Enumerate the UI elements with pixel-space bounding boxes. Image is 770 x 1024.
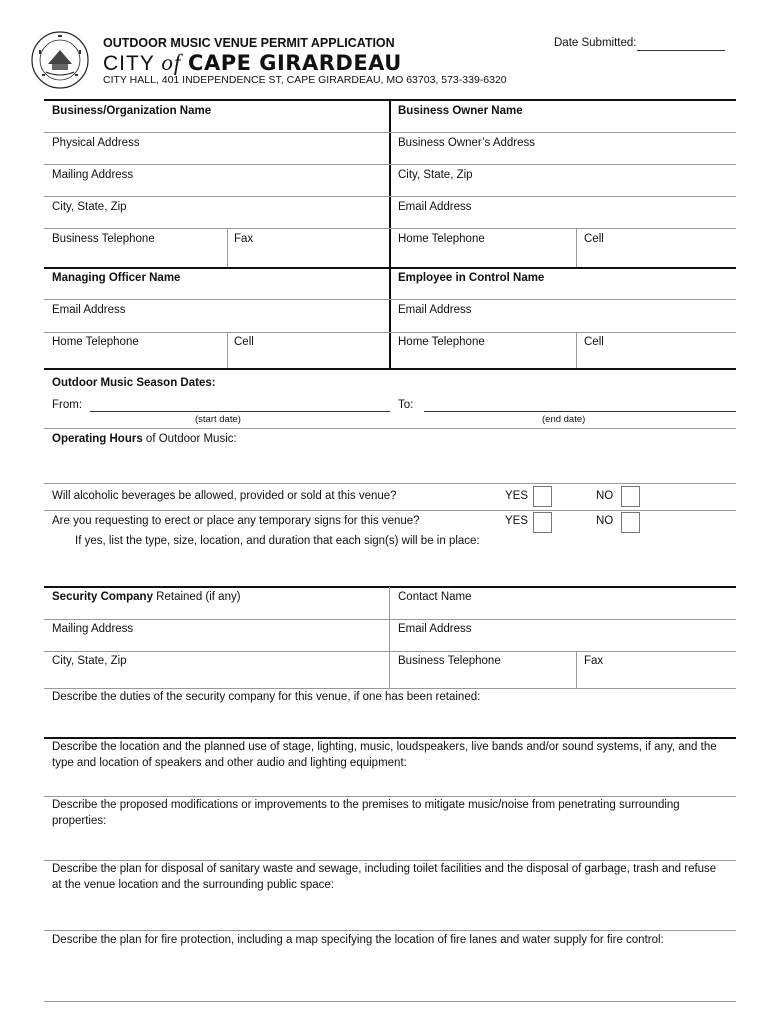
row-divider xyxy=(44,930,736,931)
cell-divider xyxy=(576,333,577,368)
business-city-state-zip-field[interactable]: City, State, Zip xyxy=(52,201,127,213)
employee-cell-field[interactable]: Cell xyxy=(584,336,604,348)
row-divider xyxy=(44,860,736,861)
noise-description-field[interactable]: properties: xyxy=(52,815,107,827)
signs-no-checkbox[interactable] xyxy=(621,512,640,533)
city-word: CITY xyxy=(103,52,155,75)
business-name-field[interactable]: Business/Organization Name xyxy=(52,105,212,117)
mailing-address-field[interactable]: Mailing Address xyxy=(52,169,134,181)
owner-address-field[interactable]: Business Owner’s Address xyxy=(398,137,536,149)
security-company-bold: Security Company xyxy=(52,591,153,603)
signs-yes-label: YES xyxy=(505,515,529,527)
security-business-telephone-field[interactable]: Business Telephone xyxy=(398,655,501,667)
row-divider xyxy=(44,688,736,689)
row-divider xyxy=(44,332,736,333)
date-submitted-label: Date Submitted: xyxy=(554,37,637,49)
security-contact-name-field[interactable]: Contact Name xyxy=(398,591,472,603)
start-date-caption: (start date) xyxy=(195,414,241,425)
section-divider xyxy=(44,586,736,588)
row-divider xyxy=(44,428,736,429)
city-name: CAPE GIRARDEAU xyxy=(188,51,402,75)
end-date-field[interactable] xyxy=(424,411,736,412)
business-telephone-field[interactable]: Business Telephone xyxy=(52,233,155,245)
security-email-field[interactable]: Email Address xyxy=(398,623,472,635)
security-city-state-zip-field[interactable]: City, State, Zip xyxy=(52,655,127,667)
alcohol-yes-checkbox[interactable] xyxy=(533,486,552,507)
of-word: of xyxy=(161,50,182,75)
cell-divider xyxy=(227,229,228,267)
cell-divider xyxy=(227,333,228,368)
employee-email-field[interactable]: Email Address xyxy=(398,304,472,316)
row-divider xyxy=(44,510,736,511)
row-divider xyxy=(44,651,736,652)
end-date-caption: (end date) xyxy=(542,414,586,425)
alcohol-yes-label: YES xyxy=(505,490,529,502)
section-divider xyxy=(44,267,736,269)
start-date-field[interactable] xyxy=(90,411,390,412)
column-divider xyxy=(389,587,390,688)
season-dates-title: Outdoor Music Season Dates: xyxy=(52,377,216,389)
row-divider xyxy=(44,132,736,133)
security-mailing-address-field[interactable]: Mailing Address xyxy=(52,623,134,635)
row-divider xyxy=(44,228,736,229)
row-divider xyxy=(44,196,736,197)
physical-address-field[interactable]: Physical Address xyxy=(52,137,140,149)
stage-description-field[interactable]: type and location of speakers and other audio and lighting equipment: xyxy=(52,757,407,769)
officer-cell-field[interactable]: Cell xyxy=(234,336,254,348)
row-divider xyxy=(44,619,736,620)
stage-description-line-1: Describe the location and the planned use of stage, lighting, music, loudspeakers, live bands and/or sound systems, if any, and the xyxy=(52,741,717,753)
city-seal-icon xyxy=(30,30,90,90)
section-divider xyxy=(44,737,736,739)
city-hall-address: CITY HALL, 401 INDEPENDENCE ST, CAPE GIRARDEAU, MO 63703, 573-339-6320 xyxy=(103,74,507,86)
owner-name-field[interactable]: Business Owner Name xyxy=(398,105,523,117)
officer-home-telephone-field[interactable]: Home Telephone xyxy=(52,336,139,348)
waste-description-line-1: Describe the plan for disposal of sanitary waste and sewage, including toilet facilities and the disposal of garbage, trash and refuse xyxy=(52,863,717,875)
signs-yes-checkbox[interactable] xyxy=(533,512,552,533)
alcohol-question: Will alcoholic beverages be allowed, provided or sold at this venue? xyxy=(52,490,397,502)
owner-email-field[interactable]: Email Address xyxy=(398,201,472,213)
section-divider xyxy=(44,368,736,370)
owner-cell-field[interactable]: Cell xyxy=(584,233,604,245)
column-divider xyxy=(389,100,391,368)
to-label: To: xyxy=(398,399,414,411)
city-logo-text xyxy=(103,50,402,76)
noise-description-line-1: Describe the proposed modifications or improvements to the premises to mitigate music/noise from penetrating surrounding xyxy=(52,799,680,811)
row-divider xyxy=(44,796,736,797)
employee-home-telephone-field[interactable]: Home Telephone xyxy=(398,336,485,348)
security-fax-field[interactable]: Fax xyxy=(584,655,604,667)
business-fax-field[interactable]: Fax xyxy=(234,233,254,245)
cell-divider xyxy=(576,652,577,688)
form-title: OUTDOOR MUSIC VENUE PERMIT APPLICATION xyxy=(103,36,395,50)
security-company-field[interactable] xyxy=(52,591,241,603)
row-divider xyxy=(44,299,736,300)
date-submitted-field[interactable] xyxy=(637,50,725,51)
cell-divider xyxy=(576,229,577,267)
row-divider xyxy=(44,1001,736,1002)
operating-hours-bold: Operating Hours xyxy=(52,433,143,445)
operating-hours-rest: of Outdoor Music: xyxy=(142,433,237,445)
security-company-rest: Retained (if any) xyxy=(152,591,241,603)
alcohol-no-checkbox[interactable] xyxy=(621,486,640,507)
managing-officer-field[interactable]: Managing Officer Name xyxy=(52,272,181,284)
from-label: From: xyxy=(52,399,83,411)
owner-city-state-zip-field[interactable]: City, State, Zip xyxy=(398,169,473,181)
alcohol-no-label: NO xyxy=(596,490,614,502)
signs-question: Are you requesting to erect or place any temporary signs for this venue? xyxy=(52,515,420,527)
operating-hours-field[interactable] xyxy=(52,433,237,445)
security-duties-field[interactable]: Describe the duties of the security company for this venue, if one has been retained: xyxy=(52,691,481,703)
fire-protection-field[interactable]: Describe the plan for fire protection, including a map specifying the location of fire lanes and water supply for fire control: xyxy=(52,934,664,946)
owner-home-telephone-field[interactable]: Home Telephone xyxy=(398,233,485,245)
employee-control-field[interactable]: Employee in Control Name xyxy=(398,272,545,284)
waste-description-field[interactable]: at the venue location and the surrounding public space: xyxy=(52,879,334,891)
officer-email-field[interactable]: Email Address xyxy=(52,304,126,316)
row-divider xyxy=(44,483,736,484)
signs-no-label: NO xyxy=(596,515,614,527)
row-divider xyxy=(44,164,736,165)
signs-detail-field[interactable]: If yes, list the type, size, location, and duration that each sign(s) will be in place: xyxy=(75,535,480,547)
